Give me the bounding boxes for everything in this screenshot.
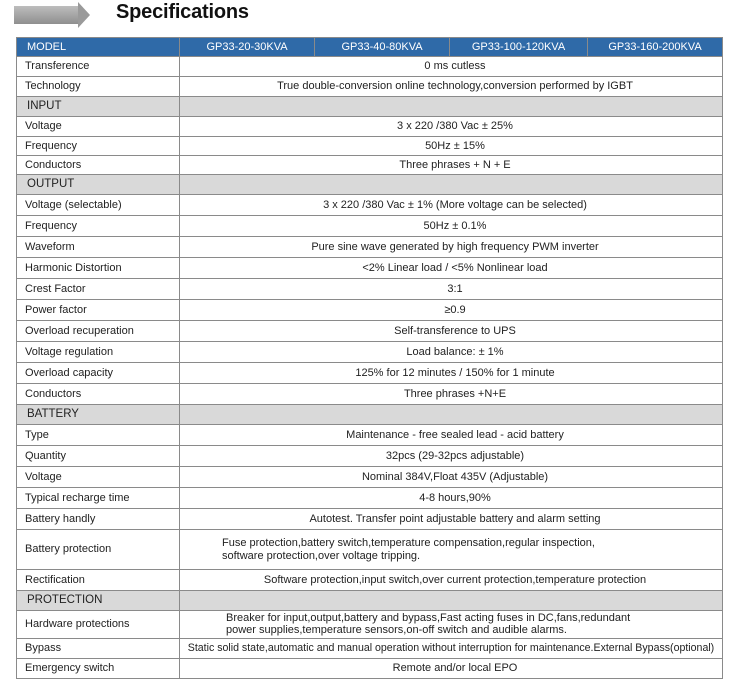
row-label: Voltage (17, 467, 180, 488)
section-title: PROTECTION (17, 591, 180, 611)
row-label: Emergency switch (17, 659, 180, 679)
section-fill (180, 405, 723, 425)
table-row (17, 342, 723, 363)
section-fill (180, 97, 723, 117)
row-label: Typical recharge time (17, 488, 180, 509)
row-value: 32pcs (29-32pcs adjustable) (180, 446, 723, 467)
model-column-4: GP33-160-200KVA (588, 38, 723, 57)
section-fill (180, 591, 723, 611)
model-column-2: GP33-40-80KVA (315, 38, 450, 57)
row-value: Autotest. Transfer point adjustable battery and alarm setting (180, 509, 723, 530)
section-protection (17, 591, 723, 611)
row-value: Three phrases + N + E (180, 156, 723, 175)
row-label: Overload recuperation (17, 321, 180, 342)
table-row (17, 237, 723, 258)
row-value: True double-conversion online technology,conversion performed by IGBT (180, 77, 723, 97)
table-row (17, 156, 723, 175)
row-label: Rectification (17, 570, 180, 591)
row-value: Self-transference to UPS (180, 321, 723, 342)
row-label: Battery handly (17, 509, 180, 530)
row-value: 50Hz ± 15% (180, 137, 723, 156)
row-label: Crest Factor (17, 279, 180, 300)
row-value: 4-8 hours,90% (180, 488, 723, 509)
row-value: 0 ms cutless (180, 57, 723, 77)
section-input (17, 97, 723, 117)
table-row (17, 216, 723, 237)
table-row (17, 488, 723, 509)
table-row (17, 425, 723, 446)
row-value: Three phrases +N+E (180, 384, 723, 405)
table-row (17, 446, 723, 467)
table-row (17, 258, 723, 279)
table-row (17, 300, 723, 321)
model-column-1: GP33-20-30KVA (180, 38, 315, 57)
row-value: 50Hz ± 0.1% (180, 216, 723, 237)
row-value: 125% for 12 minutes / 150% for 1 minute (180, 363, 723, 384)
table-row (17, 321, 723, 342)
row-value: Maintenance - free sealed lead - acid battery (180, 425, 723, 446)
title-banner (0, 0, 739, 32)
row-label: Type (17, 425, 180, 446)
row-label: Conductors (17, 384, 180, 405)
row-value-line: Fuse protection,battery switch,temperature compensation,regular inspection, (222, 536, 595, 549)
row-label: Power factor (17, 300, 180, 321)
row-value: Load balance: ± 1% (180, 342, 723, 363)
row-value: 3 x 220 /380 Vac ± 25% (180, 117, 723, 137)
specifications-table (16, 37, 723, 679)
row-label: Bypass (17, 639, 180, 659)
table-row (17, 467, 723, 488)
row-label: Frequency (17, 137, 180, 156)
row-label: Battery protection (17, 530, 180, 570)
table-row (17, 659, 723, 679)
table-row (17, 611, 723, 639)
title-arrow-icon (78, 2, 90, 28)
row-value (180, 611, 723, 639)
row-label: Quantity (17, 446, 180, 467)
table-row (17, 117, 723, 137)
model-header: MODEL (17, 38, 180, 57)
table-row (17, 137, 723, 156)
row-value-line: software protection,over voltage tripping. (222, 549, 421, 562)
section-title: BATTERY (17, 405, 180, 425)
table-row (17, 57, 723, 77)
row-label: Voltage (17, 117, 180, 137)
row-label: Waveform (17, 237, 180, 258)
row-value: Static solid state,automatic and manual operation without interruption for maintenance.External Bypass(optional) (180, 639, 723, 659)
row-value-line: Breaker for input,output,battery and bypass,Fast acting fuses in DC,fans,redundant (226, 611, 631, 624)
title-arrow-bar (14, 6, 78, 24)
table-row (17, 570, 723, 591)
row-value: <2% Linear load / <5% Nonlinear load (180, 258, 723, 279)
table-row (17, 530, 723, 570)
table-row (17, 384, 723, 405)
row-value: Pure sine wave generated by high frequency PWM inverter (180, 237, 723, 258)
row-value: Remote and/or local EPO (180, 659, 723, 679)
model-column-3: GP33-100-120KVA (450, 38, 588, 57)
table-row (17, 363, 723, 384)
row-value (180, 530, 723, 570)
section-fill (180, 175, 723, 195)
row-value: Nominal 384V,Float 435V (Adjustable) (180, 467, 723, 488)
row-label: Frequency (17, 216, 180, 237)
table-row (17, 509, 723, 530)
row-value: ≥0.9 (180, 300, 723, 321)
row-value: Software protection,input switch,over current protection,temperature protection (180, 570, 723, 591)
row-label: Transference (17, 57, 180, 77)
row-label: Voltage (selectable) (17, 195, 180, 216)
section-output (17, 175, 723, 195)
row-label: Conductors (17, 156, 180, 175)
section-title: OUTPUT (17, 175, 180, 195)
row-label: Voltage regulation (17, 342, 180, 363)
row-value: 3 x 220 /380 Vac ± 1% (More voltage can be selected) (180, 195, 723, 216)
section-battery (17, 405, 723, 425)
row-label: Hardware protections (17, 611, 180, 639)
table-row (17, 195, 723, 216)
page-title: Specifications (116, 1, 249, 23)
table-row (17, 77, 723, 97)
row-value-line: power supplies,temperature sensors,on-off switch and audible alarms. (226, 623, 567, 636)
table-row (17, 279, 723, 300)
table-row (17, 639, 723, 659)
section-title: INPUT (17, 97, 180, 117)
row-label: Technology (17, 77, 180, 97)
row-value: 3:1 (180, 279, 723, 300)
row-label: Overload capacity (17, 363, 180, 384)
header-row (17, 38, 723, 57)
row-label: Harmonic Distortion (17, 258, 180, 279)
